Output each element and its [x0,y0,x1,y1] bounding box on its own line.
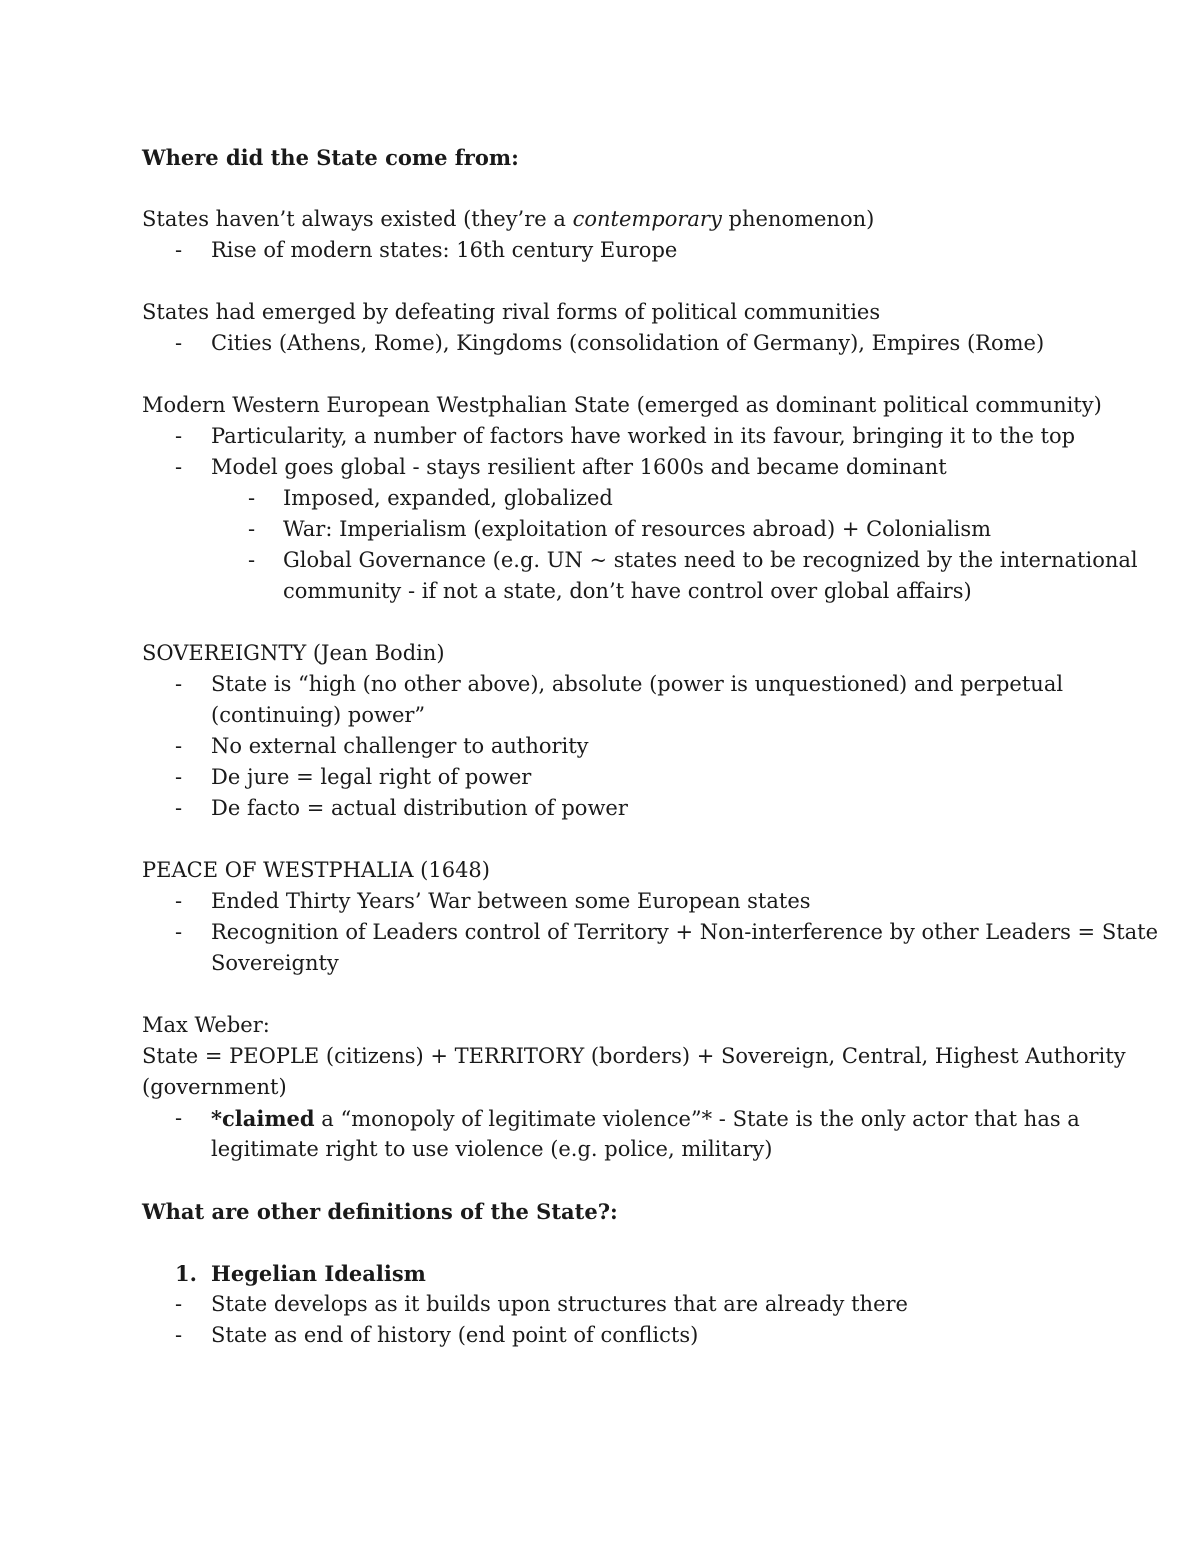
dash-bullet: - [175,1323,183,1347]
heading-other-definitions: What are other definitions of the State?: [142,1199,618,1224]
paragraph-state-formula: State = PEOPLE (citizens) + TERRITORY (borders) + Sovereign, Central, Highest Authority [142,1044,1126,1068]
list-item-text: De jure = legal right of power [211,765,532,789]
list-item-text: legitimate right to use violence (e.g. police, military) [211,1137,773,1161]
list-item-text: Ended Thirty Years’ War between some European states [211,889,811,913]
paragraph-westphalian-state: Modern Western European Westphalian State (emerged as dominant political community) [142,393,1102,417]
dash-bullet: - [175,238,183,262]
dash-bullet: - [175,765,183,789]
list-item-text: Global Governance (e.g. UN ~ states need to be recognized by the international [283,548,1138,572]
italic-term: contemporary [572,207,722,231]
text-segment: phenomenon) [721,207,875,231]
list-item-text: Particularity, a number of factors have worked in its favour, bringing it to the top [211,424,1076,448]
dash-bullet: - [175,1292,183,1316]
dash-bullet: - [175,734,183,758]
paragraph-states-existed [142,204,874,235]
dash-bullet: - [175,424,183,448]
list-item-text: Sovereignty [211,951,339,975]
list-item-text: State is “high (no other above), absolute (power is unquestioned) and perpetual [211,672,1064,696]
list-item-text: De facto = actual distribution of power [211,796,628,820]
numbered-heading-text: Hegelian Idealism [211,1261,426,1286]
list-item-text [211,1103,1080,1135]
dash-bullet: - [175,455,183,479]
dash-bullet: - [248,517,256,541]
dash-bullet: - [248,486,256,510]
list-item-text: State develops as it builds upon structures that are already there [211,1292,908,1316]
paragraph-rival-forms: States had emerged by defeating rival forms of political communities [142,300,881,324]
list-item-text: (continuing) power” [211,703,426,727]
paragraph-peace-westphalia: PEACE OF WESTPHALIA (1648) [142,858,490,882]
dash-bullet: - [175,796,183,820]
list-item-text: Rise of modern states: 16th century Europe [211,238,678,262]
dash-bullet: - [175,1106,183,1130]
list-item-text: No external challenger to authority [211,734,589,758]
text-segment: a “monopoly of legitimate violence”* - State is the only actor that has a [314,1107,1080,1131]
dash-bullet: - [248,548,256,572]
paragraph-max-weber: Max Weber: [142,1013,270,1037]
paragraph-state-formula-continuation: (government) [142,1075,287,1099]
list-item-text: War: Imperialism (exploitation of resources abroad) + Colonialism [283,517,992,541]
list-item-text: Imposed, expanded, globalized [283,486,613,510]
list-number: 1. [175,1261,197,1286]
list-item-text: Model goes global - stays resilient after 1600s and became dominant [211,455,947,479]
text-segment: States haven’t always existed (they’re a [142,207,573,231]
dash-bullet: - [175,889,183,913]
dash-bullet: - [175,331,183,355]
heading-where-state-from: Where did the State come from: [142,145,519,170]
dash-bullet: - [175,672,183,696]
bold-term: *claimed [211,1106,315,1131]
list-item-text: community - if not a state, don’t have control over global affairs) [283,579,972,603]
list-item-text: Recognition of Leaders control of Territory + Non-interference by other Leaders = State [211,920,1159,944]
paragraph-sovereignty: SOVEREIGNTY (Jean Bodin) [142,641,445,665]
list-item-text: Cities (Athens, Rome), Kingdoms (consolidation of Germany), Empires (Rome) [211,331,1045,355]
list-item-text: State as end of history (end point of conflicts) [211,1323,699,1347]
dash-bullet: - [175,920,183,944]
